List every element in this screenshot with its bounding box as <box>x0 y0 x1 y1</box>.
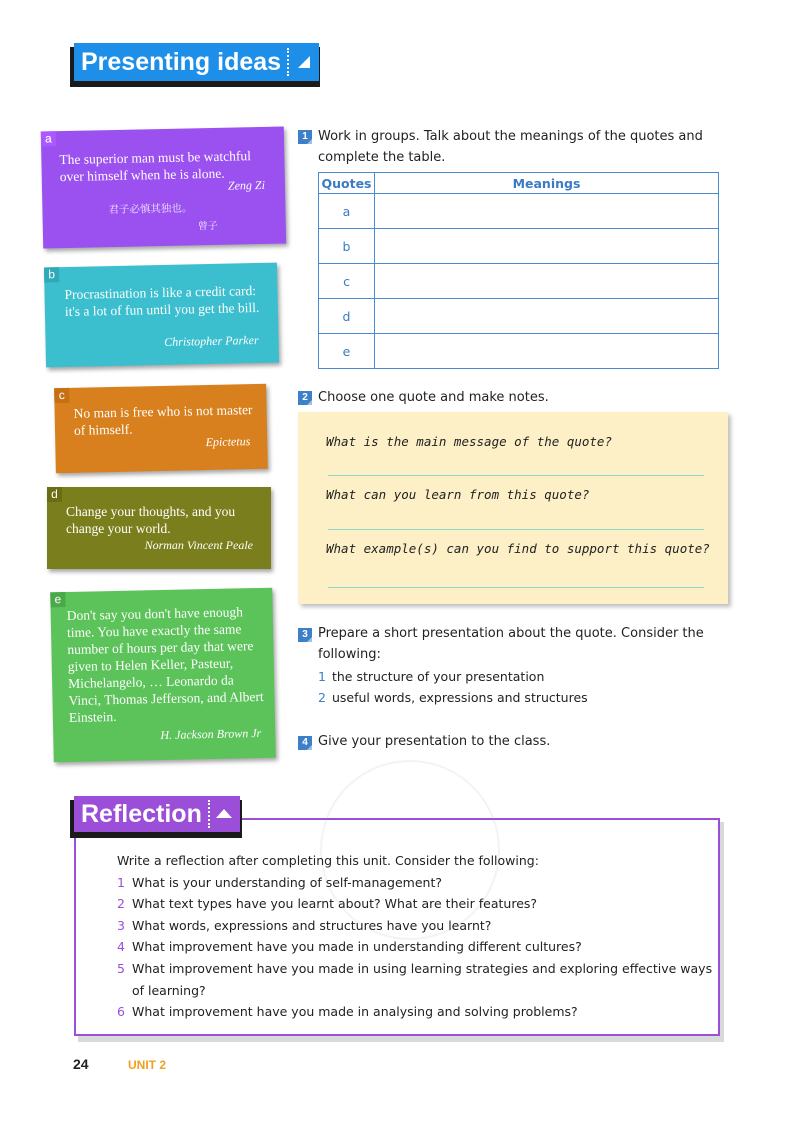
quotes-meanings-table <box>318 172 719 369</box>
item-number: 5 <box>117 961 125 976</box>
activity-number-3: 3 <box>298 628 312 642</box>
reflection-item-3 <box>117 915 491 937</box>
presenting-ideas-box <box>74 43 319 81</box>
quote-letter: b <box>44 267 59 282</box>
table-cell-meaning-input[interactable] <box>375 194 719 229</box>
note-question-3: What example(s) can you find to support this quote? <box>326 541 710 556</box>
quote-text: No man is free who is not master of himself. <box>73 402 253 438</box>
reflection-intro: Write a reflection after completing this unit. Consider the following: <box>117 853 539 868</box>
quote-card-b <box>44 263 279 368</box>
activity-number-4: 4 <box>298 736 312 750</box>
table-row <box>319 334 719 369</box>
item-number: 4 <box>117 939 125 954</box>
table-row <box>319 299 719 334</box>
item-text: What text types have you learnt about? What are their features? <box>132 896 538 911</box>
quote-author-chinese: 曾子 <box>197 220 218 233</box>
reflection-title: Reflection <box>81 799 202 828</box>
item-number: 2 <box>117 896 125 911</box>
table-cell-meaning-input[interactable] <box>375 229 719 264</box>
activity-number-2: 2 <box>298 391 312 405</box>
note-question-2: What can you learn from this quote? <box>326 487 590 502</box>
quote-letter: d <box>47 487 62 502</box>
note-answer-line-3[interactable] <box>328 587 704 588</box>
note-answer-line-1[interactable] <box>328 475 704 476</box>
table-cell-quote: c <box>319 264 375 299</box>
quote-author: Christopher Parker <box>164 332 259 349</box>
quote-author: Zeng Zi <box>227 177 266 193</box>
table-header-meanings: Meanings <box>375 173 719 194</box>
note-answer-line-2[interactable] <box>328 529 704 530</box>
activity-2-instructions: Choose one quote and make notes. <box>318 390 549 405</box>
item-text: What words, expressions and structures have you learnt? <box>132 918 492 933</box>
reflection-item-5 <box>117 958 712 980</box>
quote-text: Change your thoughts, and you change your world. <box>66 504 236 536</box>
table-cell-meaning-input[interactable] <box>375 334 719 369</box>
reflection-item-1 <box>117 872 442 894</box>
item-text: What improvement have you made in using learning strategies and exploring effective ways <box>132 961 713 976</box>
page-number: 24 <box>73 1056 89 1072</box>
quote-letter: a <box>41 131 56 146</box>
item-text: What is your understanding of self-management? <box>132 875 442 890</box>
item-text: What improvement have you made in understanding different cultures? <box>132 939 582 954</box>
item-number: 1 <box>318 669 326 684</box>
table-header-row <box>319 173 719 194</box>
quote-text: The superior man must be watchful over himself when he is alone. <box>59 148 252 185</box>
reflection-item-5-continued: of learning? <box>132 983 206 998</box>
notes-card <box>298 412 728 604</box>
item-number: 6 <box>117 1004 125 1019</box>
quote-text: Procrastination is like a credit card: it's a lot of fun until you get the bill. <box>64 283 260 320</box>
item-number: 2 <box>318 690 326 705</box>
table-cell-quote: e <box>319 334 375 369</box>
item-number: 1 <box>117 875 125 890</box>
item-number: 3 <box>117 918 125 933</box>
table-row <box>319 194 719 229</box>
quote-card-e <box>50 588 276 763</box>
quote-author: Epictetus <box>205 434 251 450</box>
item-text: What improvement have you made in analysing and solving problems? <box>132 1004 578 1019</box>
note-question-1: What is the main message of the quote? <box>326 434 612 449</box>
table-cell-meaning-input[interactable] <box>375 264 719 299</box>
activity-3-item-1 <box>318 669 544 684</box>
activity-3-item-2 <box>318 690 588 705</box>
presenting-ideas-title: Presenting ideas <box>81 47 282 76</box>
triangle-up-icon <box>214 806 234 820</box>
activity-number-1: 1 <box>298 130 312 144</box>
quote-author: H. Jackson Brown Jr <box>160 725 262 743</box>
table-cell-quote: a <box>319 194 375 229</box>
table-row <box>319 229 719 264</box>
quote-card-c <box>54 384 268 473</box>
table-cell-meaning-input[interactable] <box>375 299 719 334</box>
quote-text-chinese: 君子必慎其独也。 <box>108 202 193 217</box>
quote-letter: c <box>54 388 69 403</box>
quote-author: Norman Vincent Peale <box>144 538 253 552</box>
reflection-item-6 <box>117 1001 578 1023</box>
quote-text: Don't say you don't have enough time. You have exactly the same number of hours per day that were given to Helen Keller, Pasteur, Michelangelo, … Leonardo da Vinci, Thomas Jefferson, and Albert Einstein. <box>66 604 264 725</box>
reflection-item-2 <box>117 893 537 915</box>
table-row <box>319 264 719 299</box>
activity-4-instructions: Give your presentation to the class. <box>318 734 551 749</box>
table-header-quotes: Quotes <box>319 173 375 194</box>
quote-letter: e <box>50 592 65 607</box>
activity-3-instructions: Prepare a short presentation about the quote. Consider the following: <box>318 626 704 662</box>
header-divider <box>287 48 289 76</box>
table-cell-quote: d <box>319 299 375 334</box>
table-cell-quote: b <box>319 229 375 264</box>
reflection-item-4 <box>117 936 582 958</box>
quote-card-d <box>47 487 271 569</box>
triangle-corner-icon <box>296 54 312 70</box>
item-text: useful words, expressions and structures <box>331 690 588 705</box>
item-text: the structure of your presentation <box>331 669 545 684</box>
header-divider <box>208 800 210 828</box>
quote-card-a <box>41 126 286 248</box>
unit-label: UNIT 2 <box>128 1058 167 1072</box>
activity-1-instructions: Work in groups. Talk about the meanings of the quotes and complete the table. <box>318 129 703 165</box>
